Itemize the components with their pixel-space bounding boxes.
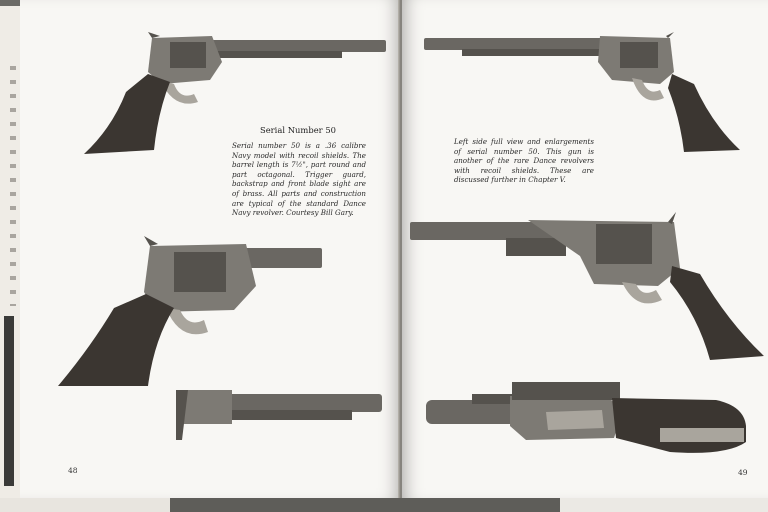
paper-edge: [0, 498, 170, 512]
left-page: [20, 0, 400, 498]
barrel-photo-enlargement: [176, 386, 382, 444]
book-bottom-edge: [0, 498, 768, 512]
revolver-photo-left-side-full: [422, 32, 742, 154]
revolver-photo-underside: [426, 382, 748, 464]
page-number: 48: [68, 466, 78, 475]
photo-caption: Serial number 50 is a .36 calibre Navy model with recoil shields. The barrel length is 7½", part round and part octagonal. Trigger guard, backstrap and front blade sight are of brass. All parts and construction are typical of the standard Dance Navy revolver. Courtesy Bill Gary.: [232, 141, 366, 218]
photo-caption: Left side full view and enlargements of serial number 50. This gun is another of the rare Dance revolvers with recoil shields. These are discussed further in Chapter V.: [454, 137, 594, 185]
right-page: [402, 0, 768, 498]
underlying-page-text-edge: [10, 66, 16, 306]
revolver-photo-left-side-enlargement: [410, 212, 766, 360]
photo-title: Serial Number 50: [259, 125, 336, 135]
paper-edge: [560, 498, 768, 512]
underlying-page-photo-edge: [4, 316, 14, 486]
page-number: 49: [738, 468, 748, 477]
revolver-photo-frame-enlargement: [56, 236, 326, 386]
revolver-photo-right-side-full: [82, 32, 392, 157]
